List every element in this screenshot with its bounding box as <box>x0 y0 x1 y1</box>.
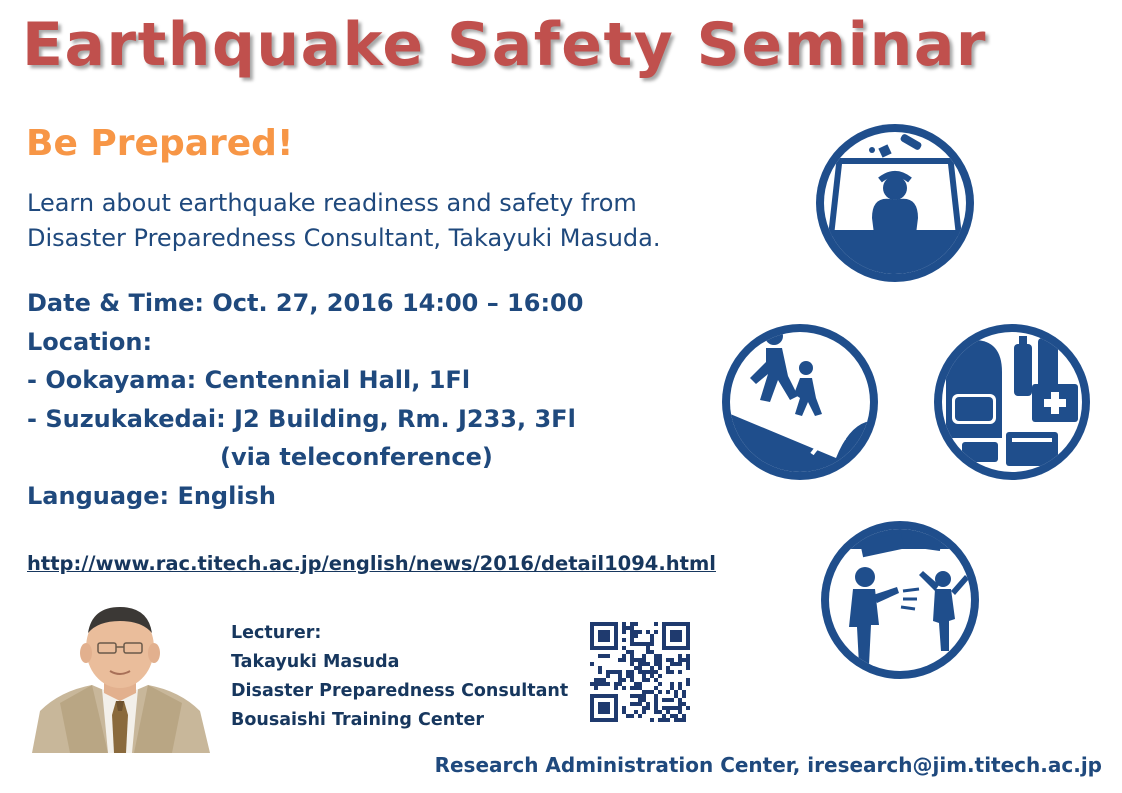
falling-objects-icon <box>815 515 985 685</box>
qr-code[interactable] <box>590 622 690 722</box>
date-time: Date & Time: Oct. 27, 2016 14:00 – 16:00 <box>27 289 584 317</box>
location-suzukakedai: - Suzukakedai: J2 Building, Rm. J233, 3Fl <box>27 404 576 433</box>
intro-line-2: Disaster Preparedness Consultant, Takayuki Masuda. <box>27 224 661 252</box>
event-details <box>27 284 583 515</box>
lecturer-role: Disaster Preparedness Consultant <box>231 681 569 701</box>
location-label: Location: <box>27 327 153 356</box>
evacuate-tsunami-icon <box>716 318 884 486</box>
location-ookayama: - Ookayama: Centennial Hall, 1Fl <box>27 366 471 394</box>
teleconference-note: (via teleconference) <box>220 443 493 471</box>
lecturer-info <box>231 619 568 735</box>
lecturer-photo <box>30 593 212 753</box>
emergency-kit-icon <box>928 318 1096 486</box>
duck-under-table-icon <box>810 118 980 288</box>
poster-title: Earthquake Safety Seminar <box>22 10 987 80</box>
subtitle: Be Prepared! <box>26 123 294 164</box>
language: Language: English <box>27 481 276 510</box>
intro-line-1: Learn about earthquake readiness and safety from <box>27 189 637 217</box>
intro-text <box>27 186 661 256</box>
lecturer-label: Lecturer: <box>231 623 322 643</box>
lecturer-name: Takayuki Masuda <box>231 652 400 672</box>
event-url-link[interactable]: http://www.rac.titech.ac.jp/english/news/2016/detail1094.html <box>27 552 716 575</box>
lecturer-org: Bousaishi Training Center <box>231 710 485 730</box>
footer-contact: Research Administration Center, iresearch@jim.titech.ac.jp <box>434 753 1102 777</box>
